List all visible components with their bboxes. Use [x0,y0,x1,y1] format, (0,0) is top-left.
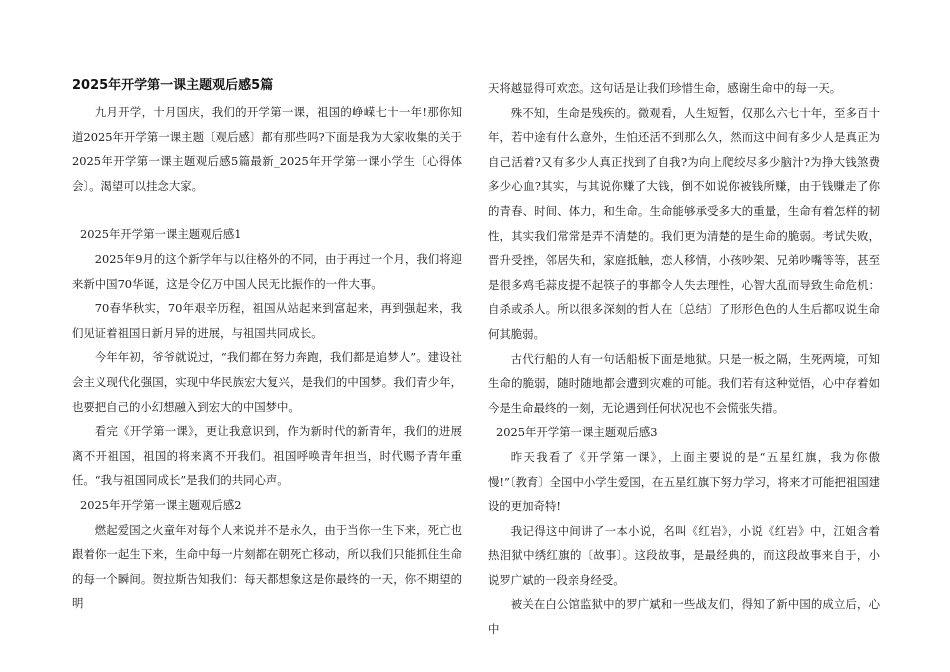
section-spacer [72,198,462,222]
paragraph: 今年年初，爷爷就说过，“我们都在努力奔跑，我们都是追梦人”。建设社会主义现代化强国，实现中华民族宏大复兴，是我们的中国梦。我们青少年，也要把自己的小幻想融入到宏大的中国梦中。 [72,350,462,414]
document-title: 2025年开学第一课主题观后感5篇 [72,78,274,93]
paragraph: 燃起爱国之火童年对每个人来说并不是永久，由于当你一生下来，死亡也跟着你一起生下来，生命中每一片刻都在朝死亡移动，所以我们只能抓住生命的每一个瞬间。贺拉斯告知我们：每天都想象这是你最终的一天，你不期望的明 [72,522,462,611]
paragraph: 70春华秋实，70年艰辛历程，祖国从站起来到富起来，再到强起来，我们见证着祖国日新月异的进展，与祖国共同成长。 [72,301,462,340]
section-heading-3: 2025年开学第一课主题观后感3 [496,425,658,440]
section-heading-1: 2025年开学第一课主题观后感1 [80,227,242,242]
right-column [488,76,880,642]
paragraph: 我记得这中间讲了一本小说，名叫《红岩》，小说《红岩》中，江姐含着热泪狱中绣红旗的〔故事〕。这段故事，是最经典的，而这段故事来自于，小说罗广斌的一段亲身经受。 [488,523,880,587]
section-heading-2: 2025年开学第一课主题观后感2 [80,497,242,512]
left-column [72,76,462,616]
paragraph: 古代行船的人有一句话船板下面是地狱。只是一板之隔，生死两境，可知生命的脆弱，随时随地都会遭到灾难的可能。我们若有这种觉悟，心中存着如今是生命最终的一刻，无论遇到任何状况也不会慌张失措。 [488,351,880,415]
paragraph: 2025年9月的这个新学年与以往格外的不同，由于再过一个月，我们将迎来新中国70华诞，这是令亿万中国人民无比振作的一件大事。 [72,251,462,291]
paragraph-continuation: 天将越显得可欢恋。这句话是让我们珍惜生命，感谢生命中的每一天。 [488,81,842,95]
paragraph: 被关在白公馆监狱中的罗广斌和一些战友们，得知了新中国的成立后，心中 [488,597,880,637]
paragraph: 看完《开学第一课》，更让我意识到，作为新时代的新青年，我们的进展离不开祖国，祖国的将来离不开我们。祖国呼唤青年担当，时代赐予青年重任。“我与祖国同成长”是我们的共同心声。 [72,424,462,488]
paragraph: 昨天我看了《开学第一课》，上面主要说的是“五星红旗，我为你傲慢!”〔教育〕全国中小学生爱国，在五星红旗下努力学习，将来才可能把祖国建设的更加奇特! [488,449,880,514]
intro-paragraph: 九月开学，十月国庆，我们的开学第一课，祖国的峥嵘七十一年!那你知道2025年开学第一课主题〔观后感〕都有那些吗?下面是我为大家收集的关于2025年开学第一课主题观后感5篇最新_2025年开学第一课小学生〔心得体会〕。渴望可以挂念大家。 [72,105,462,193]
paragraph: 殊不知，生命是残疾的。微观看，人生短暂，仅那么六七十年，至多百十年，若中途有什么意外，生怕还活不到那么久，然而这中间有多少人是真正为自己活着?又有多少人真正找到了自我?为向上爬绞尽多少脑汁?为挣大钱煞费多少心血?其实，与其说你赚了大钱，倒不如说你被钱所赚，由于钱赚走了你的青春、时间、体力，和生命。生命能够承受多大的重量，生命有着怎样的韧性，其实我们常常是弄不清楚的。我们更为清楚的是生命的脆弱。考试失败，晋升受挫，邻居失和，家庭抵触，恋人移情，小孩吵架、兄弟吵嘴等等，甚至是很多鸡毛蒜皮提不起筷子的事都令人失去理性，心智大乱而导致生命危机：自杀或杀人。所以很多深刻的哲人在〔总结〕了形形色色的人生后都叹说生命何其脆弱。 [488,105,880,341]
